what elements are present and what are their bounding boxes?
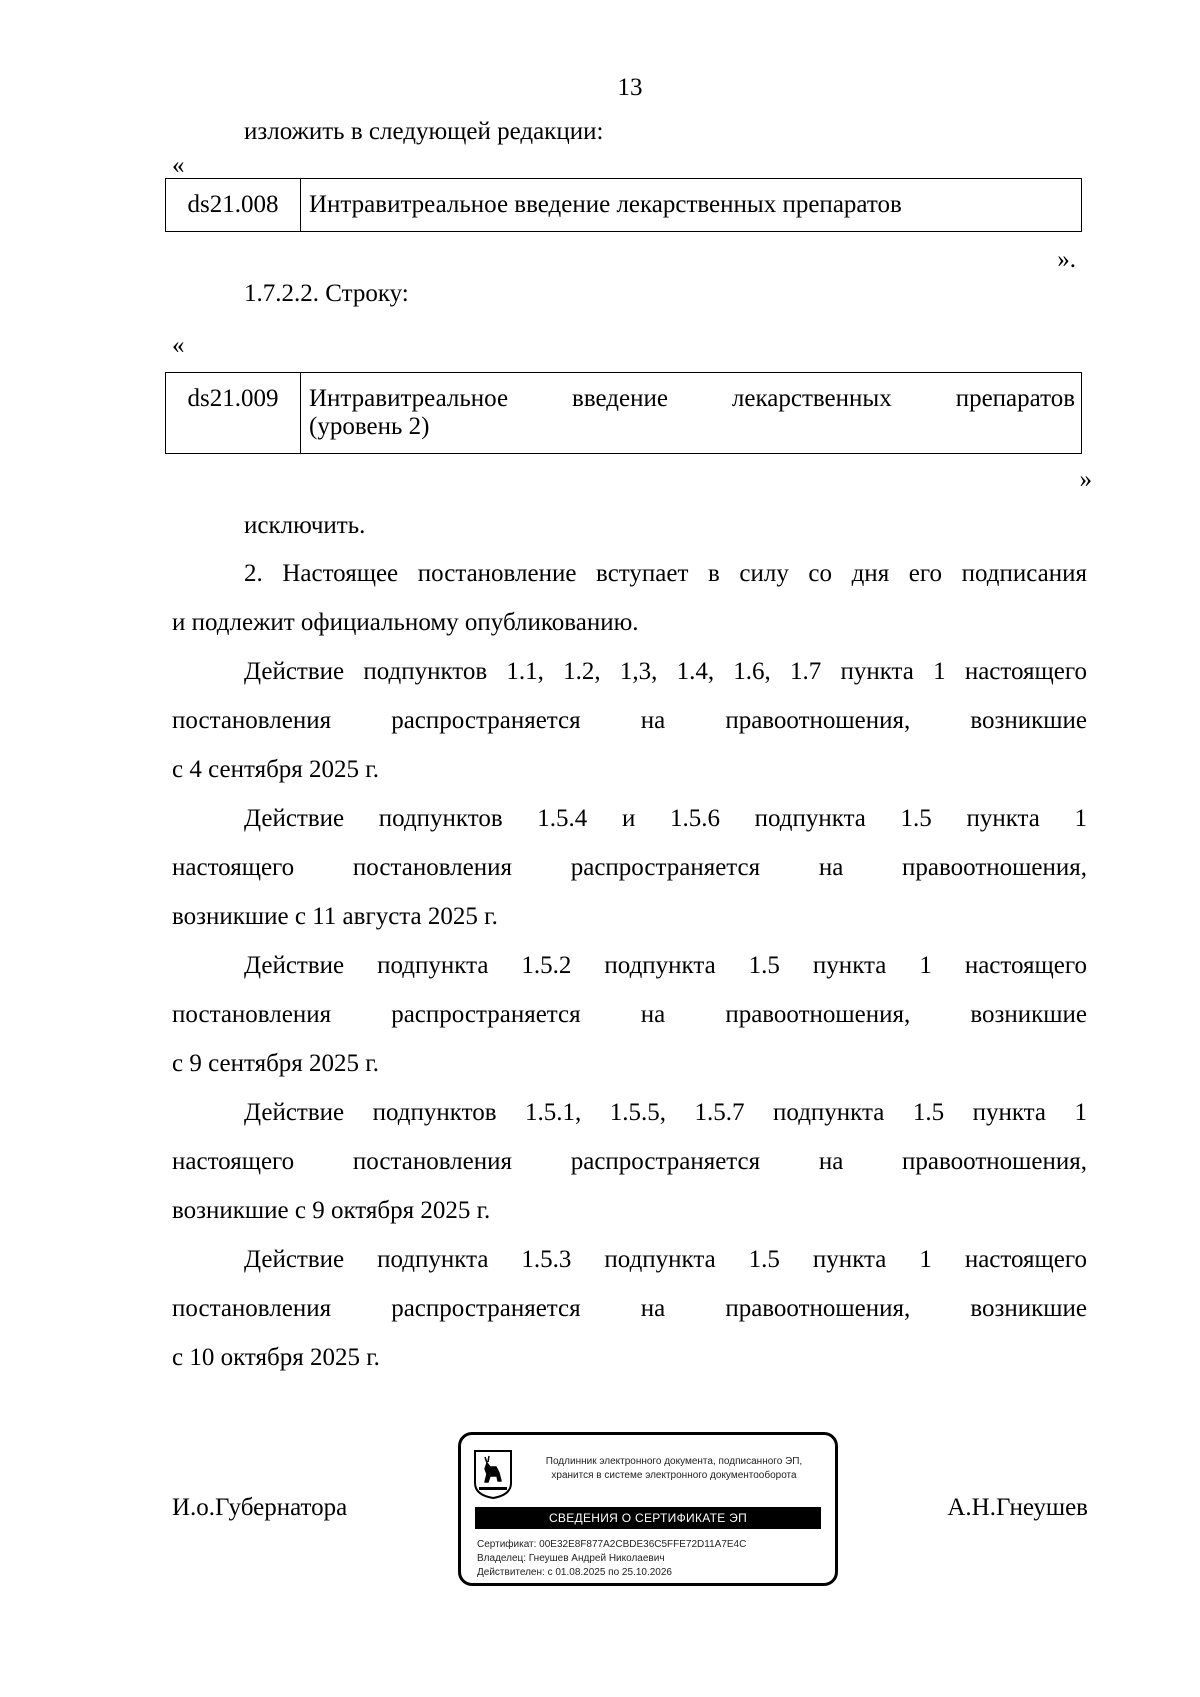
stamp-valid: Действителен: с 01.08.2025 по 25.10.2026 — [477, 1567, 672, 1578]
paragraph-7-line-1: Действие подпункта 1.5.3 подпункта 1.5 пункта 1 настоящего — [244, 1246, 1087, 1273]
open-quote-1: « — [172, 152, 185, 179]
service-description-line-2: (уровень 2) — [309, 413, 430, 440]
stamp-owner: Владелец: Гнеушев Андрей Николаевич — [477, 1553, 665, 1564]
stamp-certificate: Сертификат: 00E32E8F877A2CBDE36C5FFE72D11A7E4C — [477, 1539, 747, 1550]
service-code: ds21.008 — [166, 179, 301, 232]
stamp-note-line-2: хранится в системе электронного документооборота — [551, 1470, 797, 1481]
paragraph-4-line-2: настоящего постановления распространяется на правоотношения, — [172, 854, 1087, 881]
signatory-name: А.Н.Гнеушев — [947, 1494, 1088, 1521]
service-description: Интравитреальное введение лекарственных препаратов — [301, 179, 1082, 232]
paragraph-7-line-2: постановления распространяется на правоотношения, возникшие — [172, 1295, 1087, 1322]
paragraph-6-line-1: Действие подпунктов 1.5.1, 1.5.5, 1.5.7 подпункта 1.5 пункта 1 — [244, 1099, 1087, 1126]
intro-line: изложить в следующей редакции: — [244, 118, 604, 145]
table-row — [166, 373, 1082, 454]
stamp-note-line-1: Подлинник электронного документа, подписанного ЭП, — [545, 1456, 803, 1467]
signatory-position: И.о.Губернатора — [172, 1494, 348, 1521]
paragraph-3-line-3: с 4 сентября 2025 г. — [172, 756, 379, 783]
open-quote-2: « — [172, 332, 185, 359]
paragraph-3-line-2: постановления распространяется на правоотношения, возникшие — [172, 707, 1087, 734]
paragraph-4-line-3: возникшие с 11 августа 2025 г. — [172, 903, 498, 930]
item-heading: 1.7.2.2. Строку: — [244, 280, 409, 307]
paragraph-4-line-1: Действие подпунктов 1.5.4 и 1.5.6 подпункта 1.5 пункта 1 — [244, 805, 1087, 832]
paragraph-5-line-1: Действие подпункта 1.5.2 подпункта 1.5 пункта 1 настоящего — [244, 952, 1087, 979]
paragraph-3-line-1: Действие подпунктов 1.1, 1.2, 1,3, 1.4, 1.6, 1.7 пункта 1 настоящего — [244, 658, 1087, 685]
close-quote-2: » — [1079, 466, 1092, 493]
table-row — [166, 179, 1082, 232]
stamp-note — [521, 1455, 827, 1483]
service-code: ds21.009 — [166, 373, 301, 454]
paragraph-5-line-2: постановления распространяется на правоотношения, возникшие — [172, 1001, 1087, 1028]
paragraph-6-line-3: возникшие с 9 октября 2025 г. — [172, 1197, 491, 1224]
paragraph-7-line-3: с 10 октября 2025 г. — [172, 1344, 380, 1371]
service-description-line-1: Интравитреальное введение лекарственных препаратов — [309, 385, 1075, 412]
exclude-word: исключить. — [244, 512, 366, 539]
paragraph-5-line-3: с 9 сентября 2025 г. — [172, 1050, 379, 1077]
paragraph-2-line-1: 2. Настоящее постановление вступает в силу со дня его подписания — [244, 560, 1087, 587]
stamp-header: СВЕДЕНИЯ О СЕРТИФИКАТЕ ЭП — [475, 1507, 821, 1529]
service-description — [301, 373, 1082, 454]
close-quote-1: ». — [1057, 246, 1076, 273]
page-number: 13 — [617, 74, 643, 101]
replacement-table — [165, 178, 1082, 232]
paragraph-6-line-2: настоящего постановления распространяется на правоотношения, — [172, 1148, 1087, 1175]
e-signature-stamp — [458, 1432, 838, 1586]
deer-emblem-icon — [473, 1449, 513, 1499]
excluded-table — [165, 372, 1082, 454]
paragraph-2-line-2: и подлежит официальному опубликованию. — [172, 609, 639, 636]
